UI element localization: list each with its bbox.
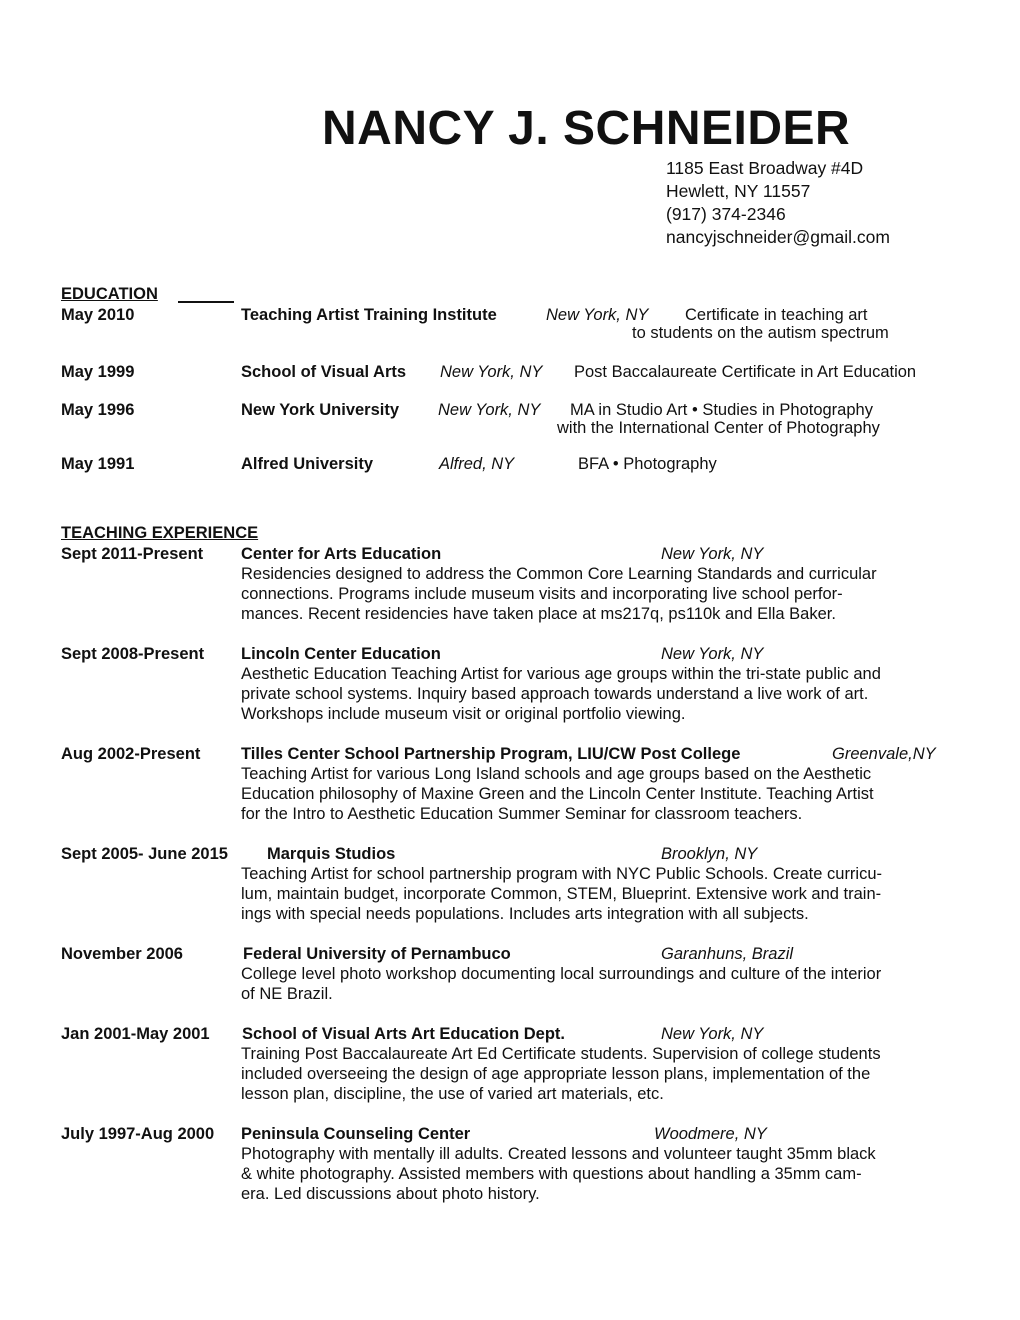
job-desc-line: Teaching Artist for school partnership program with NYC Public Schools. Create curricu-	[241, 865, 883, 883]
edu-location: New York, NY	[546, 306, 649, 324]
job-date: Sept 2011-Present	[61, 545, 204, 563]
job-org: Lincoln Center Education	[241, 645, 441, 663]
job-location: New York, NY	[661, 545, 764, 563]
edu-detail: Post Baccalaureate Certificate in Art Education	[574, 363, 917, 381]
job-desc-line: Residencies designed to address the Common Core Learning Standards and curricular	[241, 565, 877, 583]
job-date: Jan 2001-May 2001	[61, 1025, 210, 1043]
job-desc-line: for the Intro to Aesthetic Education Summer Seminar for classroom teachers.	[241, 805, 803, 823]
job-date: Sept 2008-Present	[61, 645, 205, 663]
edu-school: New York University	[241, 401, 400, 419]
edu-school: School of Visual Arts	[241, 363, 407, 381]
job-location: Greenvale,NY	[832, 745, 936, 763]
job-location: Garanhuns, Brazil	[661, 945, 794, 963]
job-desc-line: College level photo workshop documenting local surroundings and culture of the interior	[241, 965, 882, 983]
job-desc-line: private school systems. Inquiry based approach towards understand a live work of art.	[241, 685, 869, 703]
job-date: November 2006	[61, 945, 183, 963]
edu-location: New York, NY	[438, 401, 541, 419]
job-desc-line: connections. Programs include museum visits and incorporating live school perfor-	[241, 585, 843, 603]
edu-detail-cont: with the International Center of Photography	[557, 419, 880, 437]
job-location: New York, NY	[661, 1025, 764, 1043]
job-desc-line: era. Led discussions about photo history.	[241, 1185, 540, 1203]
job-org: Tilles Center School Partnership Program, LIU/CW Post College	[241, 745, 741, 763]
edu-date: May 1996	[61, 401, 135, 419]
email-address: nancyjschneider@gmail.com	[666, 227, 890, 247]
job-date: Aug 2002-Present	[61, 745, 201, 763]
job-desc-line: Training Post Baccalaureate Art Ed Certificate students. Supervision of college students	[241, 1045, 881, 1063]
edu-detail-cont: to students on the autism spectrum	[632, 324, 889, 342]
job-date: Sept 2005- June 2015	[61, 845, 228, 863]
job-desc-line: included overseeing the design of age appropriate lesson plans, implementation of the	[241, 1065, 871, 1083]
job-org: Marquis Studios	[267, 845, 396, 863]
job-org: Peninsula Counseling Center	[241, 1125, 471, 1143]
job-desc-line: Aesthetic Education Teaching Artist for various age groups within the tri-state public and	[241, 665, 881, 683]
job-location: Woodmere, NY	[654, 1125, 767, 1143]
edu-location: New York, NY	[440, 363, 543, 381]
job-desc-line: & white photography. Assisted members with questions about handling a 35mm cam-	[241, 1165, 862, 1183]
job-location: Brooklyn, NY	[661, 845, 758, 863]
edu-date: May 2010	[61, 306, 135, 324]
address-line-1: 1185 East Broadway #4D	[666, 158, 864, 178]
job-desc-line: Education philosophy of Maxine Green and the Lincoln Center Institute. Teaching Artist	[241, 785, 874, 803]
edu-detail: MA in Studio Art • Studies in Photography	[570, 401, 873, 419]
edu-school: Teaching Artist Training Institute	[241, 306, 497, 324]
education-heading: EDUCATION	[61, 285, 158, 303]
job-date: July 1997-Aug 2000	[61, 1125, 215, 1143]
edu-detail: BFA • Photography	[578, 455, 717, 473]
job-desc-line: Teaching Artist for various Long Island schools and age groups based on the Aesthetic	[241, 765, 872, 783]
education-heading-underline	[178, 301, 234, 303]
job-location: New York, NY	[661, 645, 764, 663]
edu-date: May 1999	[61, 363, 135, 381]
edu-detail: Certificate in teaching art	[685, 306, 868, 324]
job-desc-line: lum, maintain budget, incorporate Common, STEM, Blueprint. Extensive work and train-	[241, 885, 882, 903]
job-desc-line: lesson plan, discipline, the use of varied art materials, etc.	[241, 1085, 664, 1103]
job-org: Federal University of Pernambuco	[243, 945, 511, 963]
teaching-heading: TEACHING EXPERIENCE	[61, 524, 259, 542]
edu-location: Alfred, NY	[439, 455, 515, 473]
phone-number: (917) 374-2346	[666, 204, 786, 224]
job-desc-line: ings with special needs populations. Includes arts integration with all subjects.	[241, 905, 809, 923]
address-line-2: Hewlett, NY 11557	[666, 181, 811, 201]
job-org: School of Visual Arts Art Education Dept.	[242, 1025, 566, 1043]
resume-name: NANCY J. SCHNEIDER	[322, 102, 851, 155]
job-desc-line: Workshops include museum visit or original portfolio viewing.	[241, 705, 686, 723]
job-desc-line: mances. Recent residencies have taken place at ms217q, ps110k and Ella Baker.	[241, 605, 836, 623]
job-desc-line: of NE Brazil.	[241, 985, 333, 1003]
job-org: Center for Arts Education	[241, 545, 442, 563]
edu-date: May 1991	[61, 455, 135, 473]
edu-school: Alfred University	[241, 455, 374, 473]
job-desc-line: Photography with mentally ill adults. Created lessons and volunteer taught 35mm black	[241, 1145, 876, 1163]
